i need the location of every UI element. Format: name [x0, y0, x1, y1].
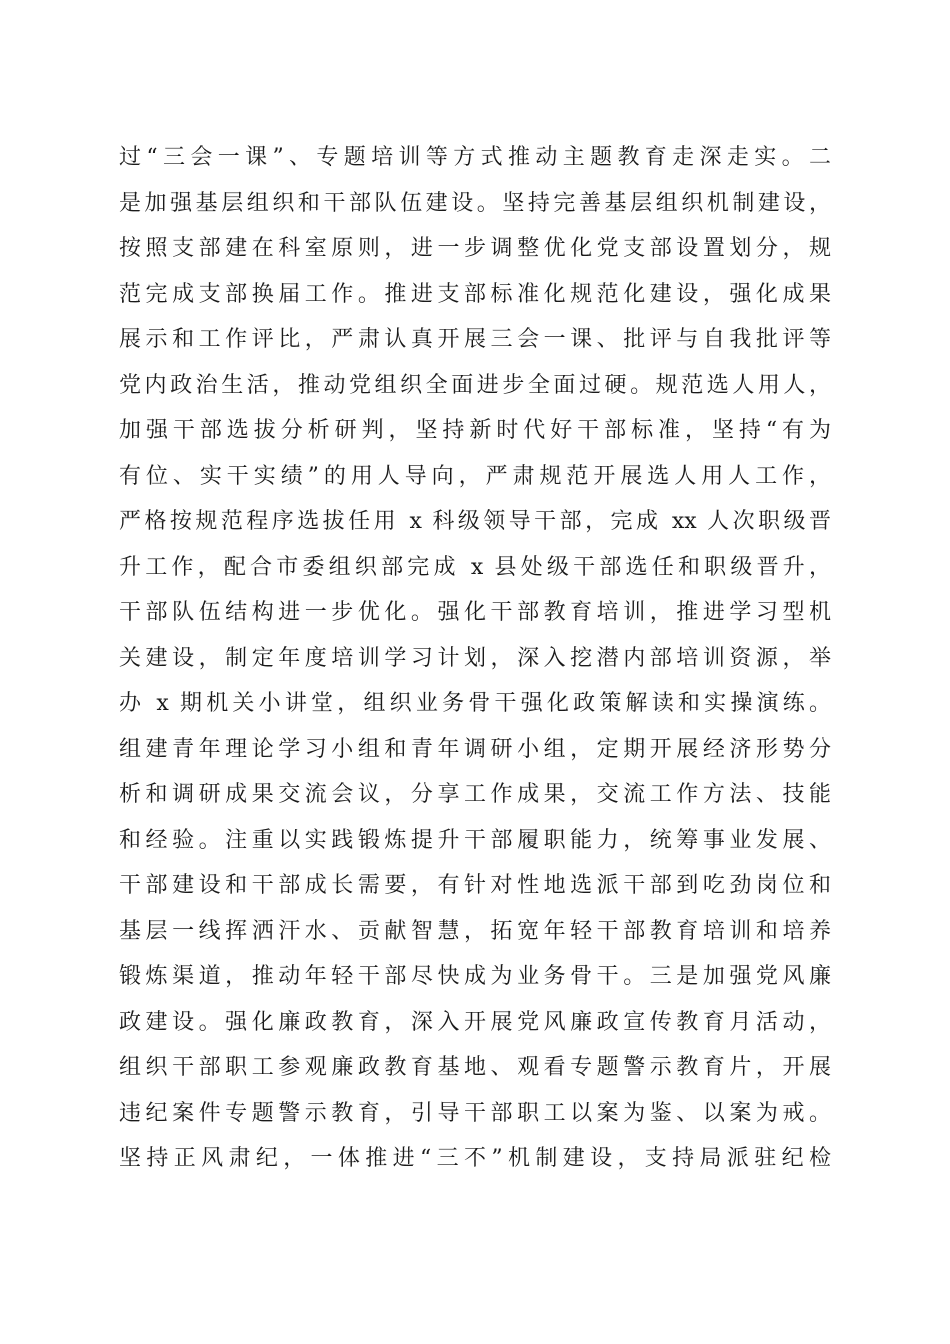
text-line: 政建设。强化廉政教育，深入开展党风廉政宣传教育月活动， — [119, 1009, 831, 1035]
text-line: 办 x 期机关小讲堂，组织业务骨干强化政策解读和实操演练。 — [119, 691, 831, 716]
text-line: 和经验。注重以实践锻炼提升干部履职能力，统筹事业发展、 — [119, 827, 831, 853]
text-line: 严格按规范程序选拔任用 x 科级领导干部，完成 xx 人次职级晋 — [119, 509, 831, 534]
text-line: 有位、实干实绩”的用人导向，严肃规范开展选人用人工作， — [119, 463, 831, 489]
text-line: 关建设，制定年度培训学习计划，深入挖潜内部培训资源，举 — [119, 645, 831, 671]
text-line: 基层一线挥洒汗水、贡献智慧，拓宽年轻干部教育培训和培养 — [119, 918, 831, 944]
text-line: 过“三会一课”、专题培训等方式推动主题教育走深走实。二 — [119, 145, 831, 170]
text-line: 升工作，配合市委组织部完成 x 县处级干部选任和职级晋升， — [119, 554, 831, 580]
text-line: 干部队伍结构进一步优化。强化干部教育培训，推进学习型机 — [119, 600, 831, 625]
text-line: 按照支部建在科室原则，进一步调整优化党支部设置划分，规 — [119, 236, 831, 261]
body-paragraph — [119, 135, 831, 1182]
text-line: 干部建设和干部成长需要，有针对性地选派干部到吃劲岗位和 — [119, 873, 831, 898]
text-line: 加强干部选拔分析研判，坚持新时代好干部标准，坚持“有为 — [119, 418, 831, 443]
text-line: 展示和工作评比，严肃认真开展三会一课、批评与自我批评等 — [119, 327, 831, 352]
text-line: 范完成支部换届工作。推进支部标准化规范化建设，强化成果 — [119, 281, 831, 307]
text-line: 锻炼渠道，推动年轻干部尽快成为业务骨干。三是加强党风廉 — [119, 964, 831, 989]
text-line: 组建青年理论学习小组和青年调研小组，定期开展经济形势分 — [119, 736, 831, 762]
text-line: 组织干部职工参观廉政教育基地、观看专题警示教育片，开展 — [119, 1055, 831, 1080]
text-line: 党内政治生活，推动党组织全面进步全面过硬。规范选人用人， — [119, 372, 831, 398]
text-line: 析和调研成果交流会议，分享工作成果，交流工作方法、技能 — [119, 782, 831, 807]
text-line: 违纪案件专题警示教育，引导干部职工以案为鉴、以案为戒。 — [119, 1100, 831, 1126]
text-line: 坚持正风肃纪，一体推进“三不”机制建设，支持局派驻纪检 — [119, 1146, 831, 1171]
text-line: 是加强基层组织和干部队伍建设。坚持完善基层组织机制建设， — [119, 190, 831, 216]
